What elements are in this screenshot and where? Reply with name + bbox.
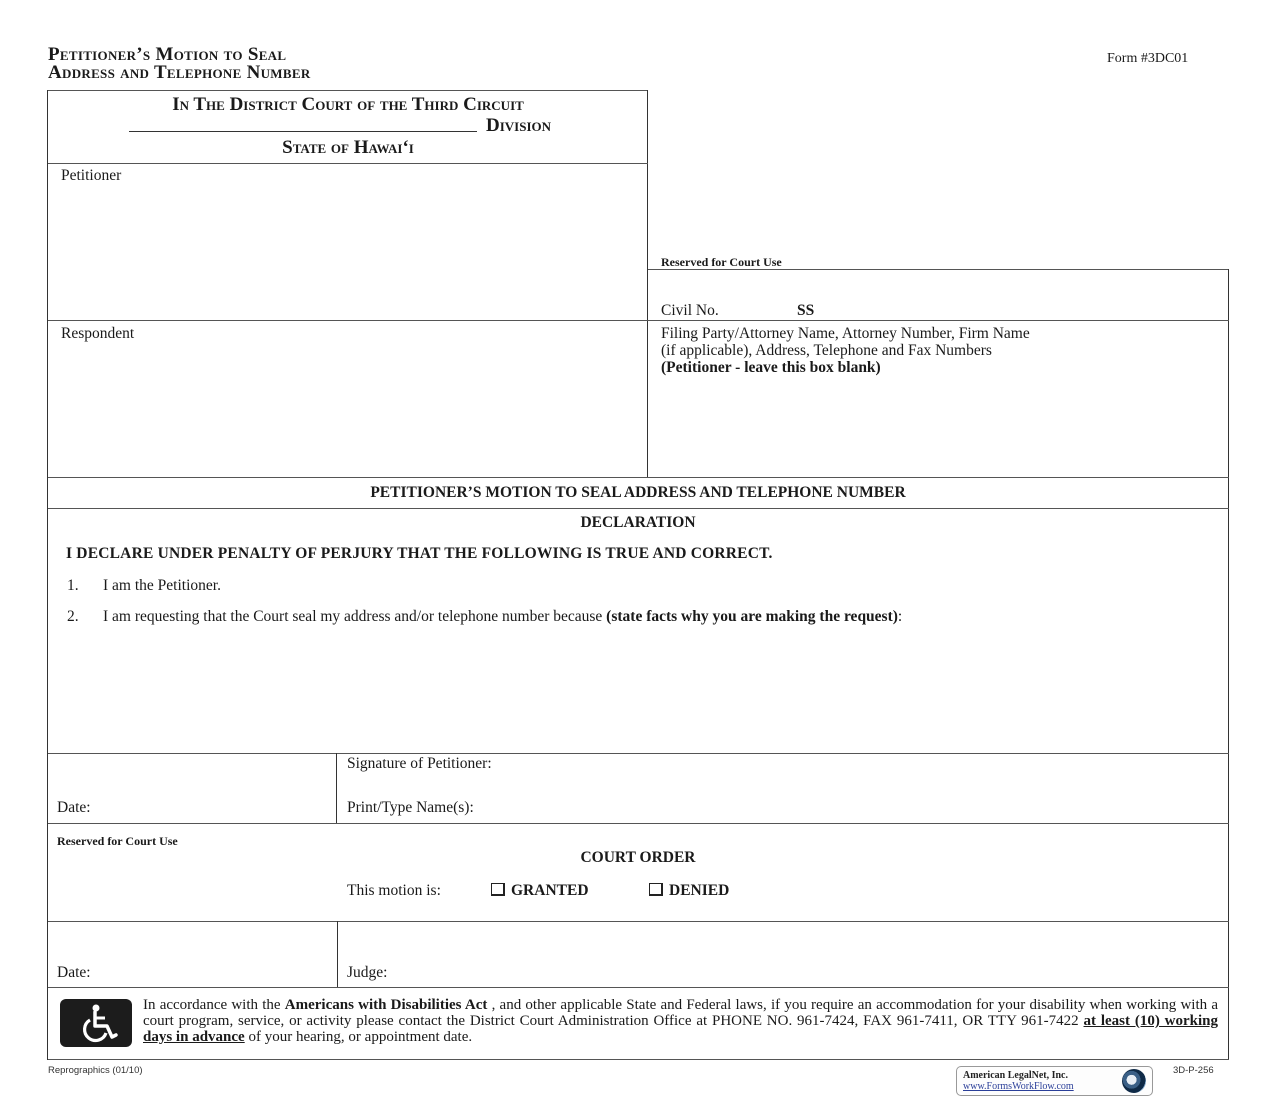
civil-no-label: Civil No. [661, 302, 719, 319]
divider [336, 753, 337, 823]
divider [48, 508, 1229, 509]
filing-party-line1: Filing Party/Attorney Name, Attorney Number, Firm Name [661, 325, 1030, 342]
document-title-line1: Petitioner’s Motion to Seal [48, 44, 287, 65]
divider [48, 753, 1229, 754]
divider [48, 823, 1229, 824]
motion-title: PETITIONER’S MOTION TO SEAL ADDRESS AND TELEPHONE NUMBER [370, 484, 906, 501]
declaration-item-2-number: 2. [67, 608, 79, 625]
logo-website-link[interactable]: www.FormsWorkFlow.com [963, 1081, 1074, 1092]
document-title-line2: Address and Telephone Number [48, 62, 311, 83]
reprographics-label: Reprographics (01/10) [48, 1065, 143, 1076]
divider [48, 1059, 1229, 1060]
ada-deadline: at least (10) working days in advance [143, 1013, 1218, 1045]
divider [1228, 269, 1229, 1060]
state-name: State of Hawai‘i [282, 137, 414, 158]
petitioner-label: Petitioner [61, 167, 122, 184]
divider [48, 320, 1229, 321]
court-name: In The District Court of the Third Circuit [172, 94, 524, 115]
denied-checkbox[interactable] [649, 883, 663, 896]
declaration-title: DECLARATION [580, 514, 696, 531]
print-name-label: Print/Type Name(s): [347, 799, 474, 816]
divider [48, 921, 1229, 922]
divider [48, 477, 1229, 478]
divider [48, 987, 1229, 988]
american-legalnet-logo[interactable] [956, 1066, 1153, 1096]
division-input[interactable] [129, 131, 477, 132]
request-reason-field[interactable] [60, 632, 1220, 748]
denied-option[interactable]: DENIED [649, 882, 729, 900]
judge-label: Judge: [347, 964, 388, 981]
wheelchair-accessibility-icon [60, 999, 132, 1047]
globe-icon [1122, 1069, 1146, 1093]
ada-act-name: Americans with Disabilities Act [284, 997, 488, 1013]
form-code: 3D-P-256 [1173, 1065, 1214, 1076]
date-field[interactable] [100, 785, 330, 817]
civil-no-prefix: SS [797, 302, 815, 319]
declaration-item-2-text: I am requesting that the Court seal my address and/or telephone number because (state facts why you are making the request): [103, 608, 903, 625]
signature-field[interactable] [545, 756, 1220, 796]
civil-no-input[interactable] [825, 298, 1215, 318]
division-label: Division [486, 115, 552, 136]
declaration-item-1-number: 1. [67, 577, 79, 594]
logo-company-name: American LegalNet, Inc. [963, 1070, 1068, 1081]
petitioner-field[interactable] [50, 190, 644, 316]
divider [337, 921, 338, 987]
filing-party-line2: (if applicable), Address, Telephone and Fax Numbers [661, 342, 992, 359]
ada-notice: In accordance with the Americans with Disabilities Act , and other applicable State and Federal laws, if you require an accommodation for your disability when working with a court program, service, or activity please contact the District Court Administration Office at PHONE NO. 961-7424, FAX 961-7411, OR TTY 961-7422 at least (10) working days in advance of your hearing, or appointment date. [143, 997, 1218, 1045]
order-date-label: Date: [57, 964, 91, 981]
declaration-oath: I DECLARE UNDER PENALTY OF PERJURY THAT THE FOLLOWING IS TRUE AND CORRECT. [66, 545, 773, 562]
document-title [48, 46, 311, 82]
court-order-title: COURT ORDER [580, 849, 696, 866]
motion-is-label: This motion is: [347, 882, 441, 899]
respondent-label: Respondent [61, 325, 135, 342]
filing-party-field[interactable] [651, 380, 1225, 474]
filing-party-instructions [661, 325, 1030, 376]
form-number: Form #3DC01 [1107, 51, 1189, 66]
divider [48, 163, 648, 164]
granted-option[interactable]: GRANTED [491, 882, 589, 900]
court-order-reserved-label: Reserved for Court Use [57, 834, 178, 848]
filing-party-line3: (Petitioner - leave this box blank) [661, 359, 881, 376]
declaration-item-2-instruction: (state facts why you are making the request) [606, 608, 898, 625]
declaration-item-1-text: I am the Petitioner. [103, 577, 221, 594]
respondent-field[interactable] [50, 348, 644, 474]
print-name-field[interactable] [520, 796, 1220, 820]
granted-checkbox[interactable] [491, 883, 505, 896]
divider [48, 90, 648, 91]
divider [47, 90, 48, 1060]
date-label: Date: [57, 799, 91, 816]
signature-label: Signature of Petitioner: [347, 755, 492, 772]
reserved-court-use-label: Reserved for Court Use [661, 255, 782, 269]
